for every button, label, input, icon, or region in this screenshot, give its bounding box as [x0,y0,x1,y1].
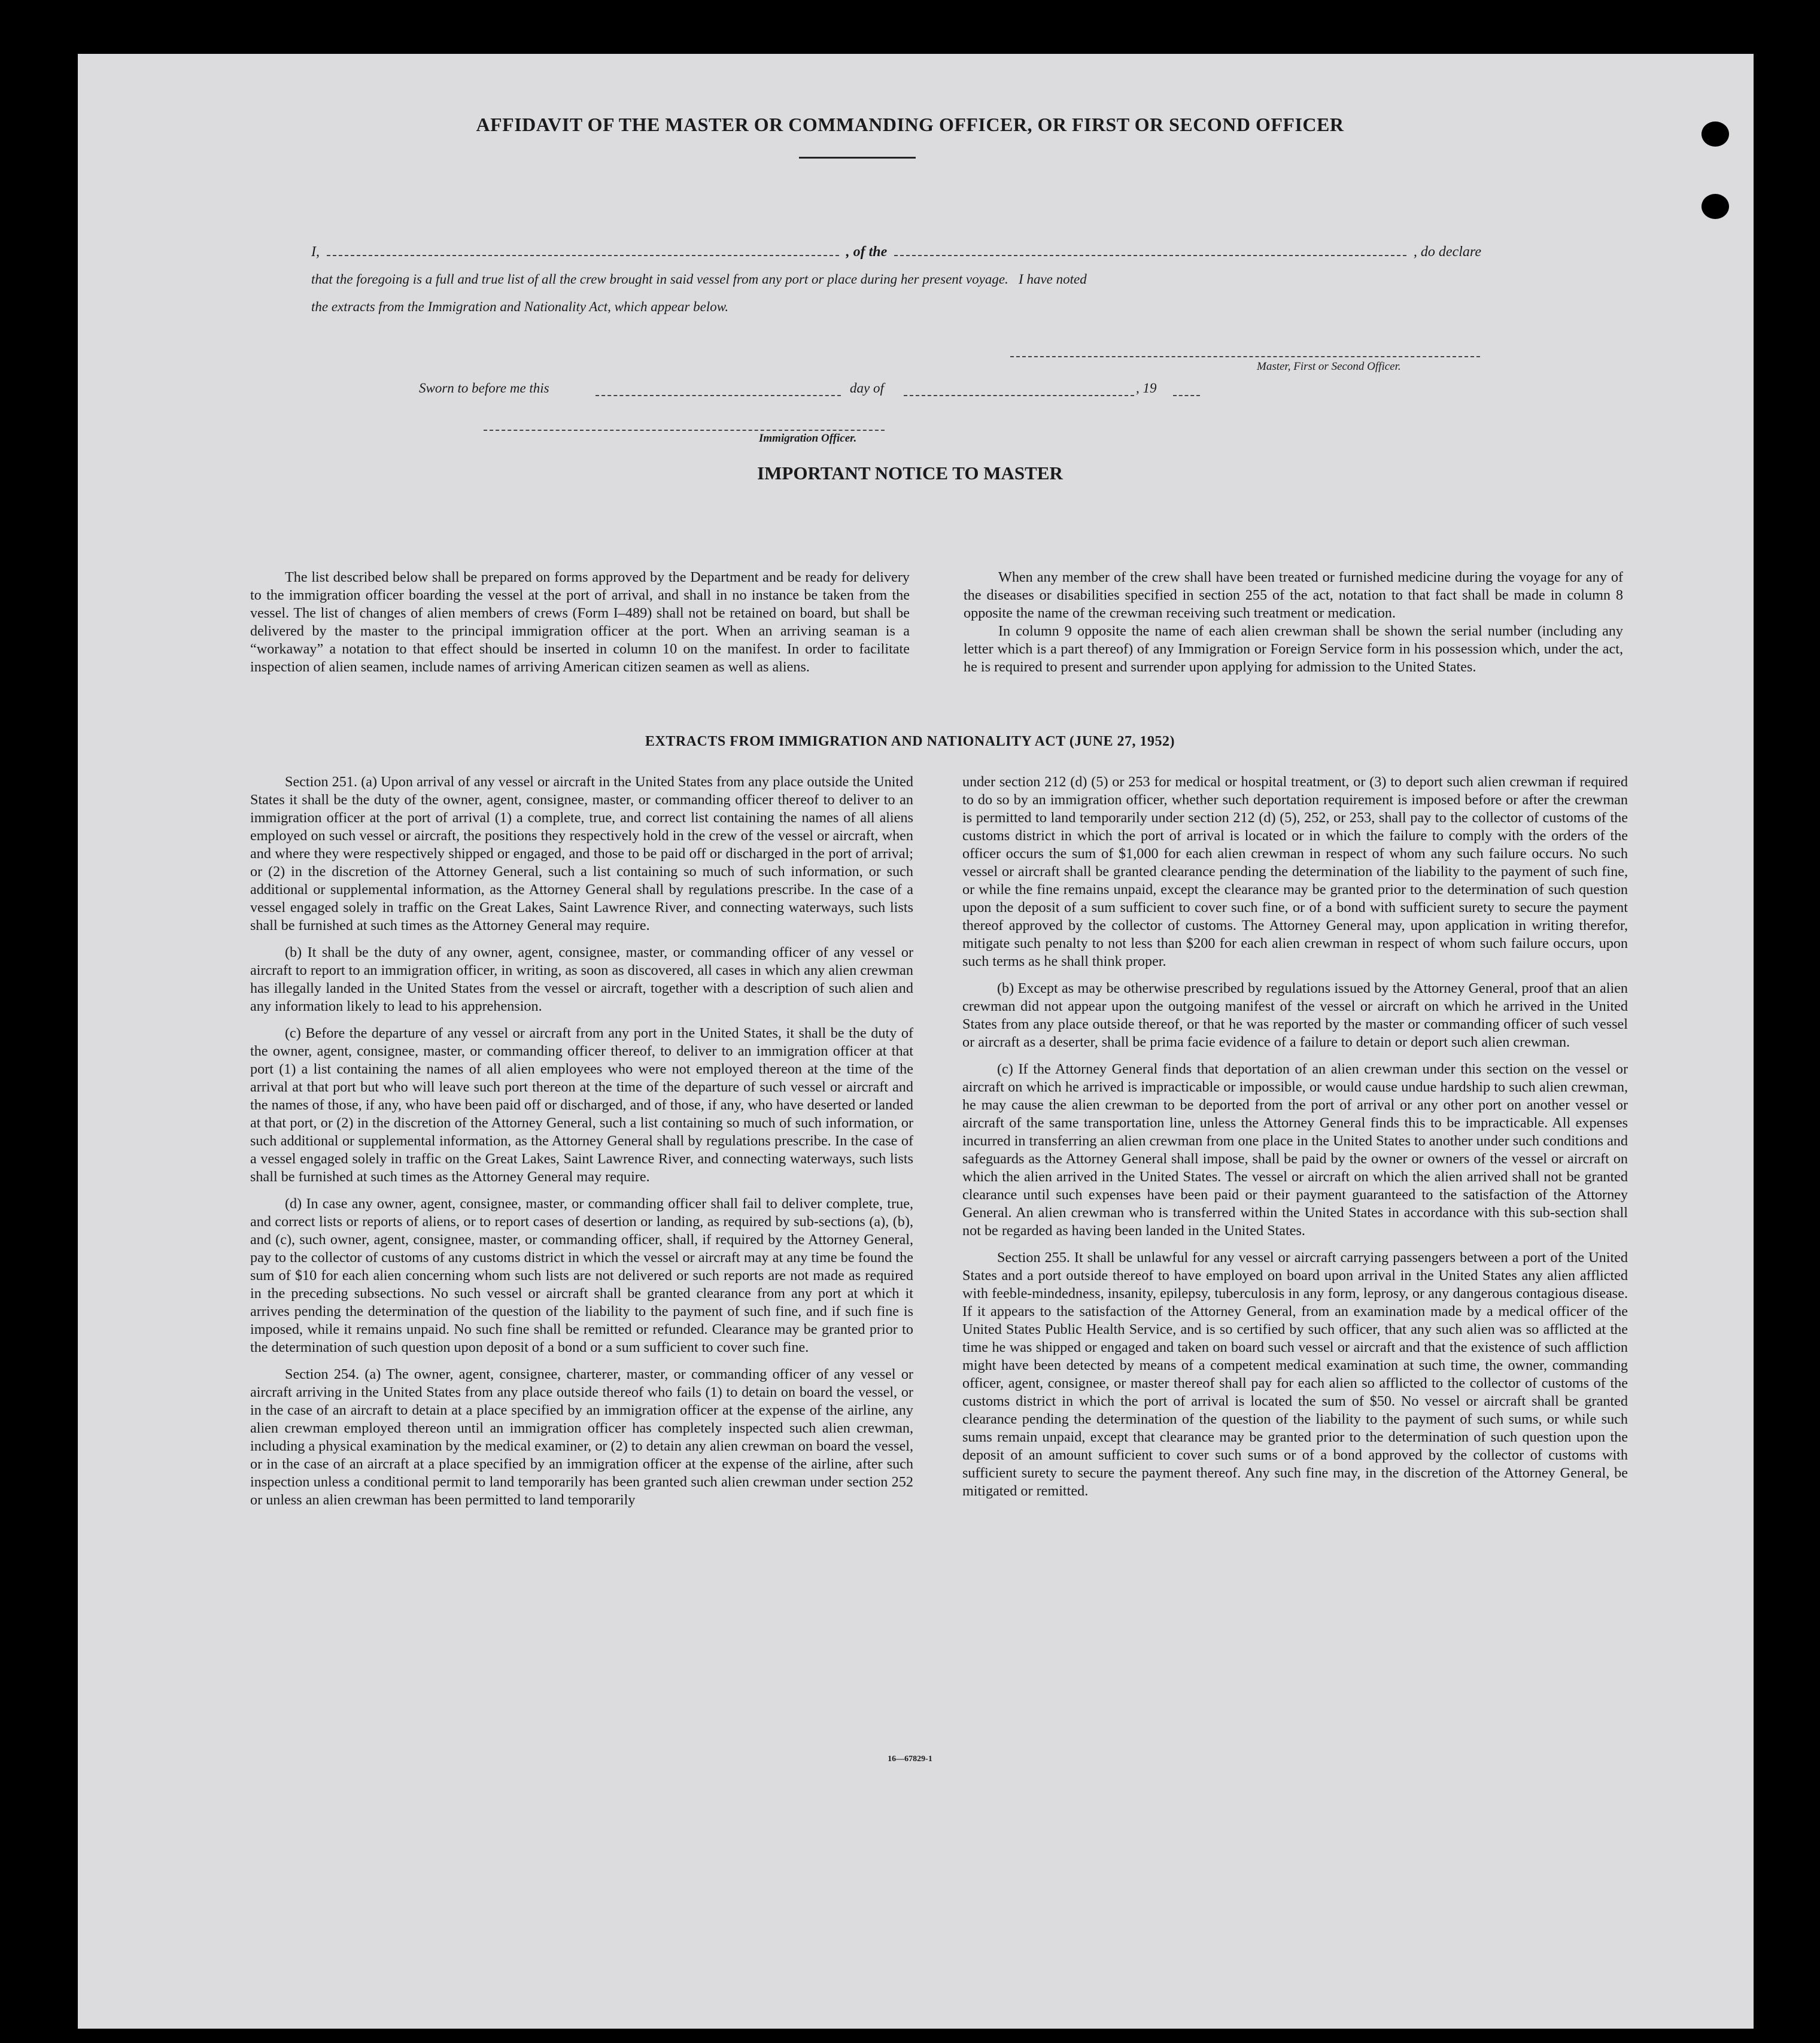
immigration-officer-caption: Immigration Officer. [759,432,857,445]
master-signature-caption: Master, First or Second Officer. [1257,360,1401,373]
vessel-blank[interactable] [894,255,1406,256]
extract-paragraph: Section 255. It shall be unlawful for any vessel or aircraft carrying passengers between a port of the United States and a port outside thereof to have employed on board upon arrival in the United States any alien afflicted with feeble-mindedness, insanity, epilepsy, tuberculosis in any form, leprosy, or any dangerous contagious disease. If it appears to the satisfaction of the Attorney General, from an examination made by a medical officer of the United States Public Health Service, and is so certified by such officer, that any such alien was so afflicted at the time he was shipped or engaged and taken on board such vessel or aircraft and that the existence of such affliction might have been detected by means of a competent medical examination at such time, the owner, commanding officer, agent, consignee, or master thereof shall pay for each alien so afflicted to the collector of customs of the customs district in which the port of arrival is located the sum of $50. No vessel or aircraft shall be granted clearance pending the determination of the question of the liability to the payment of such sums, or while such sums remain unpaid, except that clearance may be granted prior to the determination of such question upon the deposit of an amount sufficient to cover such sums or of a bond approved by the collector of customs with sufficient surety to secure the payment thereof. Any such fine may, in the discretion of the Attorney General, be mitigated or remitted. [962,1249,1628,1499]
punch-hole-bottom [1701,194,1729,219]
sworn-label: Sworn to before me this [419,381,549,396]
affidavit-title: AFFIDAVIT OF THE MASTER OR COMMANDING OFFICER, OR FIRST OR SECOND OFFICER [476,114,1344,135]
extract-paragraph: under section 212 (d) (5) or 253 for medical or hospital treatment, or (3) to deport such alien crewman if required to do so by an immigration officer, whether such deportation requirement is imposed before or after the crewman is permitted to land temporarily under section 212 (d) (5), 252, or 253, shall pay to the collector of customs of the customs district in which the port of arrival is located or in which the failure to comply with the orders of the officer occurs the sum of $1,000 for each alien crewman in respect of whom any such failure occurs. No such vessel or aircraft shall be granted clearance pending the determination of the liability to the payment of such fine, or while the fine remains unpaid, except the clearance may be granted prior to the determination of such question upon the deposit of a sum sufficient to cover such fine, or of a bond with sufficient surety to secure the payment thereof approved by the collector of customs. The Attorney General may, upon application in writing therefor, mitigate such penalty to not less than $200 for each alien crewman in respect of whom such failure occurs, upon such terms as he shall think proper. [962,774,1628,969]
extract-paragraph: Section 254. (a) The owner, agent, consignee, charterer, master, or commanding officer of any vessel or aircraft arriving in the United States from any place outside thereof who fails (1) to detain on board the vessel, or in the case of an aircraft to detain at a place specified by an immigration officer at the expense of the airline, any alien crewman employed thereon until an immigration officer has completely inspected such alien crewman, including a physical examination by the medical examiner, or (2) to detain any alien crewman on board the vessel, or in the case of an aircraft at a place specified by an immigration officer at the expense of the airline, after such inspection unless a conditional permit to land temporarily has been granted such alien crewman under section 252 or unless an alien crewman has been permitted to land temporarily [250,1366,913,1508]
day-of-label: day of [850,381,884,396]
declaration-line-1 [311,238,1481,266]
declaration-line-3: the extracts from the Immigration and Nationality Act, which appear below. [311,299,729,314]
extract-paragraph: (b) It shall be the duty of any owner, agent, consignee, master, or commanding officer of any vessel or aircraft to report to an immigration officer, in writing, as soon as discovered, all cases in which any alien crewman has illegally landed in the United States from the vessel or aircraft, together with a description of such alien and any information likely to lead to his apprehension. [250,944,913,1014]
notice-right-paragraph: In column 9 opposite the name of each alien crewman shall be shown the serial number (including any letter which is a part thereof) of any Immigration or Foreign Service form in his possession which, under the act, he is required to present and surrender upon applying for admission to the United States. [964,623,1623,675]
notice-right-column [964,568,1623,676]
extracts-title: EXTRACTS FROM IMMIGRATION AND NATIONALITY ACT (JUNE 27, 1952) [645,734,1175,749]
extracts-right-column [962,773,1628,1500]
extract-paragraph: (b) Except as may be otherwise prescribed by regulations issued by the Attorney General, proof that an alien crewman did not appear upon the outgoing manifest of the vessel or aircraft on which he arrived in the United States from any place outside thereof, or that he was reported by the master or commanding officer of such vessel or aircraft as a deserter, shall be prima facie evidence of a failure to detain or deport such alien crewman. [962,980,1628,1050]
notice-left-paragraph: The list described below shall be prepared on forms approved by the Department and be ready for delivery to the immigration officer boarding the vessel at the port of arrival, and shall in no instance be taken from the vessel. The list of changes of alien members of crews (Form I–489) shall not be retained on board, but shall be delivered by the master to the principal immigration officer at the port. When an arriving seaman is a “workaway” a notation to that effect should be inserted in column 10 on the manifest. In order to facilitate inspection of alien seamen, include names of arriving American citizen seamen as well as aliens. [250,569,910,675]
extract-paragraph: (c) Before the departure of any vessel or aircraft from any port in the United States, it shall be the duty of the owner, agent, consignee, master, or commanding officer thereof, to deliver to an immigration officer at that port (1) a list containing the names of all alien employees who were not employed thereon at the time of the arrival at that port but who will leave such port thereon at the time of the departure of such vessel or aircraft and the names of those, if any, who have been paid off or discharged, and of those, if any, who have deserted or landed at that port, or (2) in the discretion of the Attorney General, such a list containing so much of such information, or such additional or supplemental information, as the Attorney General shall by regulations prescribe. In the case of a vessel engaged solely in traffic on the Great Lakes, Saint Lawrence River, and connecting waterways, such lists shall be furnished at such times as the Attorney General may require. [250,1025,913,1185]
form-number: 16—67829-1 [888,1755,932,1764]
immigration-officer-signature-line[interactable] [484,430,885,431]
notice-left-column [250,568,910,676]
sworn-day-blank[interactable] [595,395,841,396]
extract-paragraph: (c) If the Attorney General finds that deportation of an alien crewman under this section on the vessel or aircraft on which he arrived is impracticable or impossible, or would cause undue hardship to such alien crewman, he may cause the alien crewman to be deported from the port of arrival or any other port on another vessel or aircraft of the same transportation line, unless the Attorney General finds this to be impracticable. All expenses incurred in transferring an alien crewman from one place in the United States to another under such conditions and safeguards as the Attorney General shall impose, shall be paid by the owner or owners of the vessel or aircraft on which the alien arrived in the United States. The vessel or aircraft on which the alien arrived shall not be granted clearance until such expenses have been paid or their payment guaranteed to the satisfaction of the Attorney General. An alien crewman who is transferred within the United States in accordance with this sub-section shall not be regarded as having been landed in the United States. [962,1061,1628,1239]
extract-paragraph: Section 251. (a) Upon arrival of any vessel or aircraft in the United States from any place outside the United States it shall be the duty of the owner, agent, consignee, master, or commanding officer thereof to deliver to an immigration officer at the port of arrival (1) a complete, true, and correct list containing the names of all aliens employed on such vessel or aircraft, the positions they respectively hold in the crew of the vessel or aircraft, when and where they were respectively shipped or engaged, and those to be paid off or discharged in the port of arrival; or (2) in the discretion of the Attorney General, such a list containing so much of such information, or such additional or supplemental information, as the Attorney General shall by regulations prescribe. In the case of a vessel engaged solely in traffic on the Great Lakes, Saint Lawrence River, and connecting waterways, such lists shall be furnished at such times as the Attorney General may require. [250,774,913,934]
year-label: , 19 [1136,381,1157,396]
year-blank[interactable] [1173,395,1200,396]
declaration-i: I, [311,244,320,260]
declaration-do-declare: , do declare [1413,244,1481,260]
extracts-left-column [250,773,913,1509]
notice-right-paragraph: When any member of the crew shall have been treated or furnished medicine during the voyage for any of the diseases or disabilities specified in section 255 of the act, notation to that fact shall be made in column 8 opposite the name of the crewman receiving such treatment or medication. [964,569,1623,621]
month-blank[interactable] [904,395,1134,396]
master-signature-line[interactable] [1010,356,1480,357]
declaration-line-2: that the foregoing is a full and true list of all the crew brought in said vessel from any port or place during her present voyage. I have noted [311,272,1087,287]
declaration-of-the: , of the [846,244,888,260]
extract-paragraph: (d) In case any owner, agent, consignee, master, or commanding officer shall fail to deliver complete, true, and correct lists or reports of aliens, or to report cases of desertion or landing, as required by sub-sections (a), (b), and (c), such owner, agent, consignee, master, or commanding officer, shall, if required by the Attorney General, pay to the collector of customs of any customs district in which the vessel or aircraft may at any time be found the sum of $10 for each alien concerning whom such lists are not delivered or such reports are not made as required in the preceding subsections. No such vessel or aircraft shall be granted clearance from any port at which it arrives pending the determination of the question of the liability to the payment of such fine, and if such fine is imposed, while it remains unpaid. No such fine shall be remitted or refunded. Clearance may be granted prior to the determination of such question upon deposit of a bond or a sum sufficient to cover such fine. [250,1196,913,1355]
notice-title: IMPORTANT NOTICE TO MASTER [757,463,1063,484]
title-rule [799,157,916,159]
name-blank[interactable] [327,255,839,256]
declaration-block [311,238,1481,321]
